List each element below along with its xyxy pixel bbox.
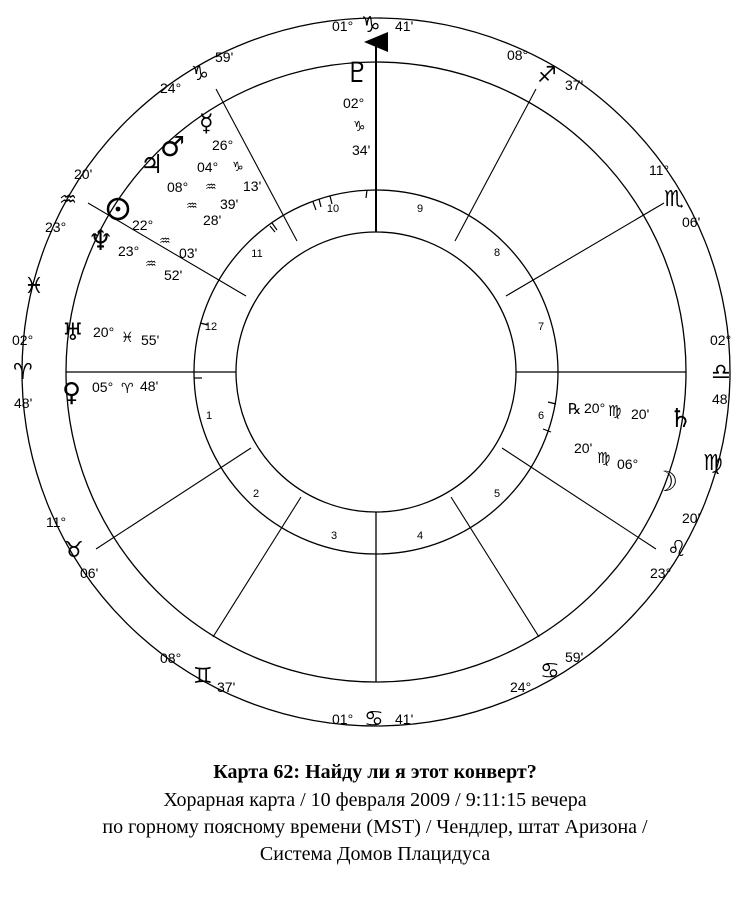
cancer-icon: ♋ <box>364 707 384 732</box>
aries-icon: ♈ <box>121 381 134 397</box>
pisces-icon: ♓ <box>121 330 134 346</box>
cusp-label-4-ic <box>332 707 413 732</box>
house-number: 12 <box>204 321 218 333</box>
virgo-icon: ♍ <box>703 451 723 476</box>
house-ring <box>194 190 558 554</box>
aquarius-icon: ♒ <box>205 180 217 195</box>
svg-text:06': 06' <box>682 214 701 230</box>
scorpio-icon: ♏ <box>664 187 684 212</box>
house-number: 6 <box>537 410 545 422</box>
house-numbers <box>205 203 544 542</box>
uranus-icon: ♅ <box>62 318 84 346</box>
planet-moon <box>574 440 678 498</box>
caption-line-2: по горному поясному времени (MST) / Чендлер, штат Аризона / <box>102 816 648 838</box>
svg-text:22°: 22° <box>132 217 154 233</box>
svg-text:41': 41' <box>395 711 414 727</box>
svg-text:06': 06' <box>80 565 99 581</box>
cusp-label-1 <box>12 332 33 411</box>
cusp-label-12 <box>45 166 92 235</box>
cusp-line-9 <box>455 89 536 241</box>
svg-text:20': 20' <box>682 510 701 526</box>
cusp-label-10 <box>332 13 413 38</box>
cusp-label-9 <box>507 47 583 93</box>
planet-pluto <box>343 56 370 158</box>
cusp-line-8 <box>506 203 664 296</box>
svg-text:23°: 23° <box>45 219 67 235</box>
virgo-icon: ♍ <box>597 449 611 467</box>
svg-text:28': 28' <box>203 212 222 228</box>
house-number: 2 <box>252 488 260 500</box>
svg-text:20°: 20° <box>93 324 115 340</box>
svg-text:23°: 23° <box>118 243 140 259</box>
svg-text:34': 34' <box>352 142 371 158</box>
intercepted-virgo <box>703 451 723 476</box>
svg-text:02°: 02° <box>710 332 732 348</box>
pisces-icon: ♓ <box>24 274 44 299</box>
planet-saturn <box>568 400 692 434</box>
svg-text:08°: 08° <box>167 179 189 195</box>
svg-text:41': 41' <box>395 18 414 34</box>
taurus-icon: ♉ <box>64 538 84 563</box>
svg-text:03': 03' <box>179 245 198 261</box>
inner-ring <box>236 232 516 512</box>
aquarius-icon: ♒ <box>59 187 77 211</box>
svg-text:01°: 01° <box>332 711 354 727</box>
moon-icon: ☽ <box>653 465 679 498</box>
pluto-icon: ♇ <box>345 56 371 89</box>
svg-text:01°: 01° <box>332 18 354 34</box>
svg-text:20°: 20° <box>584 400 606 416</box>
cusp-label-8 <box>649 162 700 230</box>
svg-text:20': 20' <box>574 440 593 456</box>
aries-icon: ♈ <box>13 360 33 385</box>
house-number: 11 <box>251 248 263 260</box>
house-number: 1 <box>205 410 213 422</box>
neptune-icon: ♆ <box>88 224 114 257</box>
venus-icon: ♀ <box>62 378 82 408</box>
house-number: 7 <box>537 321 545 333</box>
cusp-label-7 <box>710 332 731 407</box>
jupiter-icon: ♃ <box>140 150 164 180</box>
chart-caption <box>0 757 750 868</box>
capricorn-icon: ♑ <box>361 13 381 38</box>
aquarius-icon: ♒ <box>145 257 157 272</box>
cusp-label-3 <box>160 650 235 695</box>
svg-text:20': 20' <box>631 406 650 422</box>
svg-text:52': 52' <box>164 267 183 283</box>
capricorn-icon: ♑ <box>232 160 244 175</box>
svg-text:02°: 02° <box>343 95 365 111</box>
svg-text:37': 37' <box>565 77 584 93</box>
svg-text:11°: 11° <box>649 162 670 178</box>
mars-icon: ♂ <box>160 130 186 163</box>
planet-venus <box>62 378 158 408</box>
svg-text:08°: 08° <box>507 47 529 63</box>
cusp-line-11 <box>216 89 297 241</box>
house-number: 3 <box>330 530 338 542</box>
cusp-label-4 <box>510 649 583 695</box>
svg-text:48': 48' <box>14 395 33 411</box>
retrograde-icon: ℞ <box>568 400 582 418</box>
svg-text:13': 13' <box>243 178 262 194</box>
svg-text:59': 59' <box>565 649 584 665</box>
virgo-icon: ♍ <box>608 402 622 420</box>
svg-text:37': 37' <box>217 679 236 695</box>
svg-text:06°: 06° <box>617 456 639 472</box>
svg-text:24°: 24° <box>160 80 182 96</box>
svg-text:11°: 11° <box>46 514 67 530</box>
house-number: 10 <box>326 203 340 215</box>
svg-text:39': 39' <box>220 196 239 212</box>
svg-text:23°: 23° <box>650 565 672 581</box>
house-number: 8 <box>493 247 501 259</box>
gemini-icon: ♊ <box>193 664 213 689</box>
svg-text:26°: 26° <box>212 137 234 153</box>
house-number: 4 <box>416 530 424 542</box>
svg-text:04°: 04° <box>197 159 219 175</box>
cusp-line-2 <box>96 448 251 549</box>
svg-text:08°: 08° <box>160 650 182 666</box>
svg-text:59': 59' <box>215 49 234 65</box>
svg-text:05°: 05° <box>92 379 114 395</box>
cusp-label-11 <box>160 49 233 96</box>
cusp-label-5 <box>650 510 700 581</box>
aquarius-icon: ♒ <box>159 234 171 249</box>
leo-icon: ♌ <box>667 537 687 562</box>
libra-icon: ♎ <box>711 360 731 385</box>
mercury-icon: ☿ <box>199 109 214 137</box>
svg-text:20': 20' <box>74 166 93 182</box>
house-number: 9 <box>416 203 424 215</box>
cusp-line-3 <box>213 497 301 637</box>
caption-title: Карта 62: Найду ли я этот конверт? <box>213 761 537 783</box>
cusp-line-5 <box>451 497 539 637</box>
cancer-icon: ♋ <box>540 659 560 684</box>
cusp-label-2 <box>46 514 98 581</box>
svg-text:24°: 24° <box>510 679 532 695</box>
svg-text:48': 48' <box>712 391 731 407</box>
aquarius-icon: ♒ <box>186 199 198 214</box>
svg-text:55': 55' <box>141 332 160 348</box>
capricorn-icon: ♑ <box>191 61 209 85</box>
sagittarius-icon: ♐ <box>537 63 557 88</box>
house-number: 5 <box>493 488 501 500</box>
caption-line-1: Хорарная карта / 10 февраля 2009 / 9:11:15 вечера <box>163 789 587 811</box>
saturn-icon: ♄ <box>669 404 693 434</box>
svg-text:48': 48' <box>140 378 159 394</box>
capricorn-icon: ♑ <box>353 119 366 135</box>
caption-line-3: Система Домов Плацидуса <box>259 843 491 865</box>
planet-uranus <box>62 318 159 348</box>
svg-text:02°: 02° <box>12 332 34 348</box>
intercepted-pisces <box>24 274 44 299</box>
